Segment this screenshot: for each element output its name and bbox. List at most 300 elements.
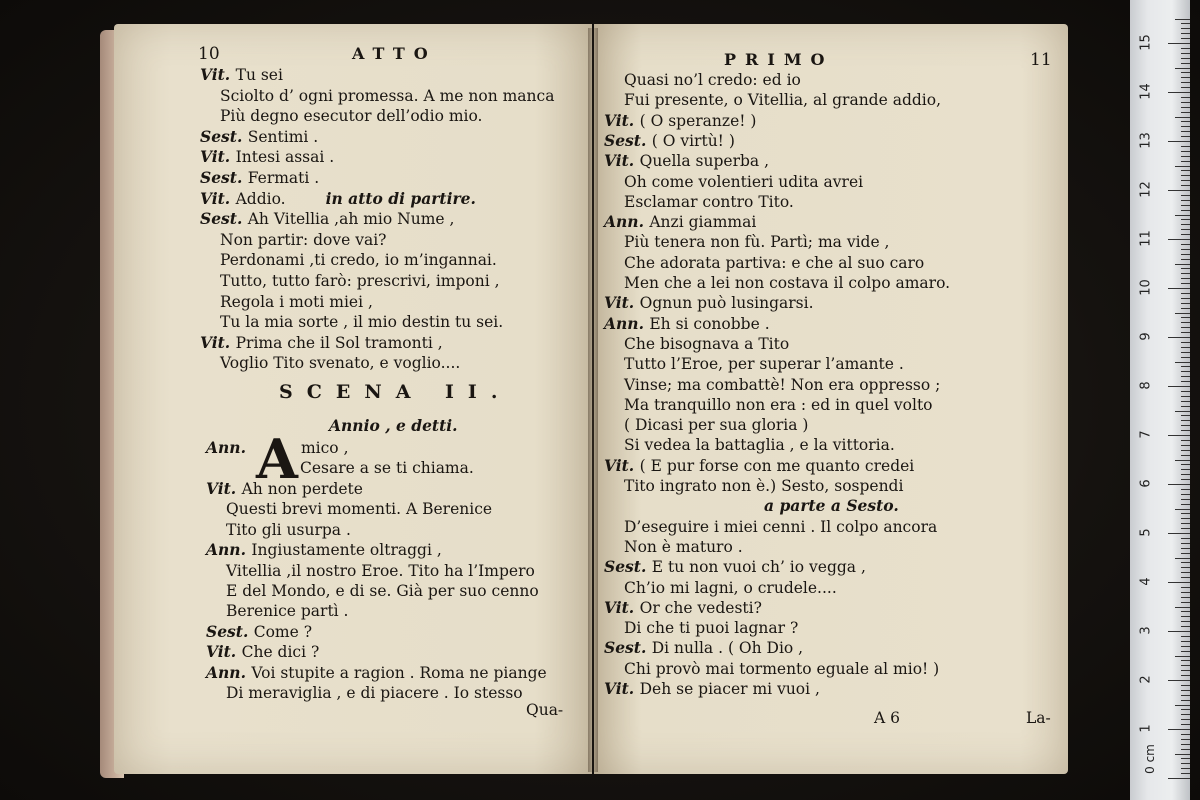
ruler-tick	[1168, 631, 1190, 632]
text-line	[624, 578, 837, 598]
dialogue-text: Oh come volentieri udita avrei	[624, 172, 864, 191]
dialogue-text: Ah Vitellia ,ah mio Nume ,	[247, 210, 455, 229]
text-line	[624, 253, 924, 273]
ruler-tick	[1181, 641, 1190, 642]
ruler-number: 8	[1138, 381, 1154, 390]
text-line	[624, 435, 895, 455]
ruler-tick	[1181, 180, 1190, 181]
ruler-tick	[1181, 518, 1190, 519]
ruler-tick	[1181, 308, 1190, 309]
dialogue-text: Voglio Tito svenato, e voglio....	[220, 354, 461, 373]
ruler-tick	[1181, 636, 1190, 637]
ruler-tick	[1181, 107, 1190, 108]
speaker-label: Vit.	[604, 679, 640, 698]
speaker-label: Sest.	[206, 621, 254, 641]
dialogue-text: ( Dicasi per sua gloria )	[624, 416, 809, 435]
ruler-tick	[1181, 48, 1190, 49]
ruler-tick	[1168, 337, 1190, 338]
ruler-tick	[1181, 102, 1190, 103]
text-line	[604, 111, 756, 131]
speaker-label: Sest.	[200, 168, 248, 187]
ruler-tick	[1181, 249, 1190, 250]
ruler-tick	[1181, 513, 1190, 514]
dialogue-text: Fui presente, o Vitellia, al grande addio,	[624, 91, 942, 110]
ruler-tick	[1168, 484, 1190, 485]
dialogue-text: ( O speranze! )	[639, 111, 757, 130]
text-line	[226, 683, 523, 703]
text-line	[206, 642, 319, 662]
page-number-left: 10	[198, 44, 220, 64]
ruler-tick	[1175, 656, 1190, 657]
dialogue-text: Non partir: dove vai?	[220, 230, 387, 249]
text-line	[200, 209, 454, 229]
ruler-tick	[1181, 700, 1190, 701]
text-line	[226, 561, 535, 581]
ruler-tick	[1181, 445, 1190, 446]
ruler-tick	[1181, 553, 1190, 554]
ruler-tick	[1175, 509, 1190, 510]
text-line	[220, 312, 503, 332]
ruler-tick	[1181, 63, 1190, 64]
dialogue-text: Ingiustamente oltraggi ,	[251, 541, 442, 560]
ruler-tick	[1175, 705, 1190, 706]
ruler-tick	[1175, 117, 1190, 118]
ruler-tick	[1181, 538, 1190, 539]
text-line	[624, 496, 899, 516]
text-line	[226, 601, 348, 621]
ruler-tick	[1181, 352, 1190, 353]
text-line: Cesare a se ti chiama.	[300, 459, 474, 477]
speaker-label: Vit.	[200, 332, 236, 352]
text-line	[624, 517, 937, 537]
dialogue-text: Quella superba ,	[639, 152, 770, 171]
ruler-tick	[1181, 450, 1190, 451]
text-line	[624, 395, 933, 415]
ruler-tick	[1181, 548, 1190, 549]
ruler-tick	[1168, 729, 1190, 730]
text-line	[604, 314, 770, 334]
text-line	[624, 232, 889, 252]
text-line	[624, 70, 801, 90]
text-line	[220, 353, 460, 373]
dialogue-text: Deh se piacer mi vuoi ,	[639, 680, 820, 698]
dialogue-text: Ch’io mi lagni, o crudele....	[624, 578, 837, 597]
ruler-number: 7	[1138, 430, 1154, 439]
ruler-tick	[1175, 607, 1190, 608]
ruler-tick	[1175, 754, 1190, 755]
ruler-tick	[1181, 112, 1190, 113]
ruler-tick	[1181, 195, 1190, 196]
ruler-tick	[1181, 332, 1190, 333]
scene-heading: SCENA II.	[279, 381, 512, 403]
ruler-number: 3	[1138, 626, 1154, 635]
ruler-tick	[1181, 156, 1190, 157]
text-line	[604, 638, 803, 658]
speaker-label: Vit.	[206, 479, 242, 498]
ruler-tick	[1168, 778, 1190, 779]
ruler-tick	[1175, 411, 1190, 412]
speaker-label: Vit.	[206, 642, 242, 662]
dialogue-text: Voi stupite a ragion . Roma ne piange	[251, 663, 547, 682]
ruler-tick	[1181, 151, 1190, 152]
ruler-tick	[1175, 558, 1190, 559]
speaker-label: Vit.	[604, 293, 640, 313]
ruler-tick	[1181, 665, 1190, 666]
left-page	[114, 24, 592, 774]
drop-capital: A	[256, 427, 298, 491]
stage-direction: in atto di partire.	[325, 188, 476, 208]
speaker-label: Ann.	[206, 540, 252, 560]
dialogue-text: Ognun può lusingarsi.	[639, 294, 814, 313]
ruler-tick	[1181, 455, 1190, 456]
ruler-tick	[1181, 758, 1190, 759]
scene-cast: Annio , e detti.	[329, 416, 458, 435]
text-line	[624, 659, 939, 679]
ruler-tick	[1181, 406, 1190, 407]
ruler-tick	[1181, 58, 1190, 59]
dialogue-text: Quasi no’l credo: ed io	[624, 71, 801, 89]
text-line	[206, 663, 547, 683]
dialogue-text: Addio.	[235, 189, 286, 208]
text-line	[220, 271, 500, 291]
ruler-tick	[1181, 464, 1190, 465]
dialogue-text: ( E pur forse con me quanto credei	[639, 456, 915, 475]
ruler-tick	[1168, 288, 1190, 289]
ruler-tick	[1181, 660, 1190, 661]
ruler-tick	[1181, 396, 1190, 397]
ruler-number: 9	[1138, 332, 1154, 341]
ruler-tick	[1181, 126, 1190, 127]
dialogue-text: Più degno esecutor dell’odio mio.	[220, 107, 483, 126]
ruler-tick	[1175, 215, 1190, 216]
ruler-tick	[1181, 768, 1190, 769]
dialogue-text: Come ?	[253, 622, 313, 641]
ruler-tick	[1181, 200, 1190, 201]
ruler-number: 4	[1138, 577, 1154, 586]
speaker-label: Vit.	[200, 188, 236, 208]
text-line	[604, 557, 866, 577]
ruler-tick	[1168, 190, 1190, 191]
ruler-tick	[1168, 43, 1190, 44]
speaker-label: Vit.	[604, 110, 640, 130]
ruler-tick	[1181, 401, 1190, 402]
open-book	[100, 24, 1080, 784]
ruler-tick	[1181, 38, 1190, 39]
text-line	[604, 293, 814, 313]
ruler-tick	[1181, 695, 1190, 696]
dialogue-text: E del Mondo, e di se. Già per suo cenno	[226, 582, 539, 600]
ruler-tick	[1175, 264, 1190, 265]
dialogue-text: Tu sei	[235, 66, 283, 84]
dialogue-text: Eh si conobbe .	[649, 314, 770, 333]
ruler-number: 2	[1138, 675, 1154, 684]
ruler-tick	[1181, 146, 1190, 147]
ruler-tick	[1181, 714, 1190, 715]
text-line	[624, 172, 863, 192]
ruler-tick	[1181, 293, 1190, 294]
text-line	[604, 151, 769, 171]
dialogue-text: Tutto l’Eroe, per superar l’amante .	[624, 355, 904, 374]
signature-mark: A 6	[874, 709, 900, 727]
ruler-tick	[1181, 376, 1190, 377]
ruler-tick	[1181, 577, 1190, 578]
speaker-label: Vit.	[604, 597, 640, 617]
speaker-label: Vit.	[200, 147, 236, 167]
ruler-tick	[1175, 460, 1190, 461]
ruler-tick	[1168, 92, 1190, 93]
dialogue-text: Vitellia ,il nostro Eroe. Tito ha l’Impero	[226, 561, 535, 580]
ruler-tick	[1181, 425, 1190, 426]
ruler-tick	[1181, 734, 1190, 735]
measuring-ruler	[1130, 0, 1190, 800]
ruler-tick	[1181, 185, 1190, 186]
ruler-tick	[1181, 175, 1190, 176]
ruler-tick	[1168, 435, 1190, 436]
ruler-tick	[1181, 322, 1190, 323]
text-line	[200, 147, 334, 167]
ruler-tick	[1181, 283, 1190, 284]
ruler-number: 6	[1138, 479, 1154, 488]
ruler-tick	[1181, 592, 1190, 593]
ruler-number: 14	[1138, 83, 1154, 100]
dialogue-text: Berenice partì .	[226, 602, 349, 621]
ruler-number: 11	[1138, 230, 1154, 247]
text-line	[220, 292, 373, 312]
speaker-label: Sest.	[200, 126, 248, 146]
dialogue-text: Ma tranquillo non era : ed in quel volto	[624, 395, 933, 414]
text-line	[624, 354, 904, 374]
dialogue-text: Sciolto d’ ogni promessa. A me non manca	[220, 86, 555, 105]
ruler-tick	[1181, 562, 1190, 563]
ruler-tick	[1175, 68, 1190, 69]
ruler-number: 10	[1138, 279, 1154, 296]
dialogue-text: Più tenera non fù. Partì; ma vide ,	[624, 233, 890, 252]
ruler-number: 5	[1138, 528, 1154, 537]
ruler-number: 15	[1138, 34, 1154, 51]
ruler-tick	[1181, 28, 1190, 29]
ruler-tick	[1181, 121, 1190, 122]
text-line	[220, 230, 387, 250]
dialogue-text: Di nulla . ( Oh Dio ,	[651, 639, 804, 658]
ruler-tick	[1181, 572, 1190, 573]
ruler-tick	[1181, 33, 1190, 34]
ruler-tick	[1181, 268, 1190, 269]
dialogue-text: Che bisognava a Tito	[624, 334, 790, 353]
ruler-tick	[1181, 97, 1190, 98]
ruler-unit-label: 0 cm	[1143, 744, 1157, 774]
stage-direction: a parte a Sesto.	[764, 496, 899, 516]
text-line	[624, 334, 789, 354]
ruler-tick	[1181, 670, 1190, 671]
dialogue-text: Non è maturo .	[624, 537, 743, 556]
text-line	[206, 438, 349, 458]
ruler-tick	[1181, 234, 1190, 235]
ruler-tick	[1181, 499, 1190, 500]
dialogue-text: Che adorata partiva: e che al suo caro	[624, 253, 925, 272]
running-head-left: ATTO	[352, 44, 437, 63]
text-line	[604, 131, 735, 151]
ruler-tick	[1181, 244, 1190, 245]
ruler-tick	[1181, 675, 1190, 676]
ruler-tick	[1181, 523, 1190, 524]
ruler-tick	[1181, 763, 1190, 764]
ruler-tick	[1181, 587, 1190, 588]
book-gutter	[588, 28, 598, 772]
ruler-tick	[1181, 724, 1190, 725]
text-line	[604, 679, 820, 699]
ruler-number: 1	[1138, 724, 1154, 733]
text-line	[624, 415, 808, 435]
ruler-tick	[1181, 254, 1190, 255]
ruler-tick	[1181, 72, 1190, 73]
ruler-tick	[1181, 131, 1190, 132]
text-line	[200, 65, 283, 85]
dialogue-text: Chi provò mai tormento eguale al mio! )	[624, 659, 940, 678]
ruler-number: 12	[1138, 181, 1154, 198]
dialogue-text: E tu non vuoi ch’ io vegga ,	[651, 558, 866, 577]
dialogue-text: Perdonami ,ti credo, io m’ingannai.	[220, 251, 497, 270]
ruler-tick	[1181, 366, 1190, 367]
dialogue-text: D’eseguire i miei cenni . Il colpo ancora	[624, 517, 938, 536]
ruler-tick	[1181, 494, 1190, 495]
ruler-tick	[1175, 313, 1190, 314]
dialogue-text: Or che vedesti?	[639, 598, 762, 617]
ruler-tick	[1181, 303, 1190, 304]
ruler-tick	[1181, 469, 1190, 470]
speaker-label: Sest.	[604, 638, 652, 658]
speaker-label: Ann.	[604, 313, 650, 333]
text-line	[226, 520, 351, 540]
dialogue-text: Che dici ?	[241, 643, 320, 662]
speaker-label: Sest.	[200, 209, 248, 229]
ruler-tick	[1175, 362, 1190, 363]
text-line	[624, 476, 903, 496]
text-line	[226, 499, 492, 519]
ruler-number: 13	[1138, 132, 1154, 149]
ruler-tick	[1181, 440, 1190, 441]
ruler-tick	[1181, 690, 1190, 691]
running-head-right: PRIMO	[724, 50, 834, 69]
ruler-tick	[1181, 273, 1190, 274]
ruler-tick	[1181, 504, 1190, 505]
ruler-tick	[1175, 166, 1190, 167]
ruler-tick	[1181, 616, 1190, 617]
text-line	[220, 250, 497, 270]
dialogue-text: Di che ti puoi lagnar ?	[624, 619, 799, 638]
dialogue-text: Prima che il Sol tramonti ,	[235, 333, 443, 352]
dialogue-text: Anzi giammai	[649, 213, 757, 232]
page-number-right: 11	[1030, 50, 1052, 70]
dialogue-text: Questi brevi momenti. A Berenice	[226, 500, 493, 519]
ruler-tick	[1181, 342, 1190, 343]
ruler-tick	[1181, 739, 1190, 740]
ruler-tick	[1181, 543, 1190, 544]
dialogue-text: ( O virtù! )	[651, 131, 735, 150]
text-line	[200, 168, 319, 188]
ruler-tick	[1168, 239, 1190, 240]
dialogue-text: Intesi assai .	[235, 148, 335, 167]
ruler-tick	[1175, 19, 1190, 20]
ruler-tick	[1181, 381, 1190, 382]
ruler-tick	[1181, 651, 1190, 652]
text-line	[604, 212, 756, 232]
ruler-tick	[1181, 357, 1190, 358]
ruler-tick	[1181, 744, 1190, 745]
text-line	[200, 189, 476, 209]
speaker-label: Ann.	[604, 212, 650, 232]
text-line	[624, 537, 743, 557]
ruler-tick	[1181, 646, 1190, 647]
ruler-tick	[1181, 597, 1190, 598]
ruler-tick	[1181, 415, 1190, 416]
ruler-tick	[1181, 82, 1190, 83]
ruler-tick	[1181, 474, 1190, 475]
dialogue-text: Sentimi .	[247, 127, 319, 146]
text-line	[624, 90, 941, 110]
dialogue-text: Ah non perdete	[241, 480, 363, 498]
ruler-tick	[1181, 528, 1190, 529]
ruler-tick	[1181, 224, 1190, 225]
dialogue-text: Vinse; ma combattè! Non era oppresso ;	[624, 375, 941, 394]
ruler-tick	[1168, 386, 1190, 387]
dialogue-text: Esclamar contro Tito.	[624, 192, 794, 211]
ruler-tick	[1168, 680, 1190, 681]
dialogue-text: Fermati .	[247, 169, 320, 187]
dialogue-text: Tito gli usurpa .	[226, 520, 351, 539]
ruler-tick	[1168, 533, 1190, 534]
ruler-tick	[1181, 136, 1190, 137]
text-line	[624, 192, 794, 212]
ruler-tick	[1181, 719, 1190, 720]
right-page	[594, 24, 1068, 774]
ruler-tick	[1181, 611, 1190, 612]
ruler-tick	[1181, 420, 1190, 421]
ruler-tick	[1181, 170, 1190, 171]
catchword-left: Qua-	[526, 701, 564, 719]
ruler-tick	[1181, 317, 1190, 318]
ruler-tick	[1181, 205, 1190, 206]
dialogue-text: Men che a lei non costava il colpo amaro.	[624, 274, 951, 292]
ruler-tick	[1181, 87, 1190, 88]
ruler-tick	[1181, 23, 1190, 24]
ruler-tick	[1181, 219, 1190, 220]
ruler-tick	[1181, 621, 1190, 622]
ruler-tick	[1181, 391, 1190, 392]
dialogue-text: Tito ingrato non è.) Sesto, sospendi	[624, 477, 904, 495]
ruler-tick	[1181, 479, 1190, 480]
text-line	[226, 581, 539, 601]
ruler-tick	[1181, 327, 1190, 328]
text-line	[624, 618, 798, 638]
ruler-tick	[1181, 371, 1190, 372]
ruler-tick	[1181, 278, 1190, 279]
ruler-tick	[1181, 773, 1190, 774]
ruler-tick	[1181, 210, 1190, 211]
ruler-tick	[1181, 749, 1190, 750]
ruler-tick	[1181, 685, 1190, 686]
speaker-label: Ann.	[206, 438, 246, 457]
dialogue-text: Di meraviglia , e di piacere . Io stesso	[226, 684, 523, 702]
text-line	[206, 540, 442, 560]
ruler-tick	[1181, 626, 1190, 627]
ruler-tick	[1181, 259, 1190, 260]
speaker-label: Sest.	[604, 557, 652, 577]
ruler-tick	[1181, 161, 1190, 162]
text-line	[206, 622, 312, 642]
ruler-tick	[1181, 709, 1190, 710]
text-line	[220, 106, 482, 126]
text-line	[604, 598, 762, 618]
